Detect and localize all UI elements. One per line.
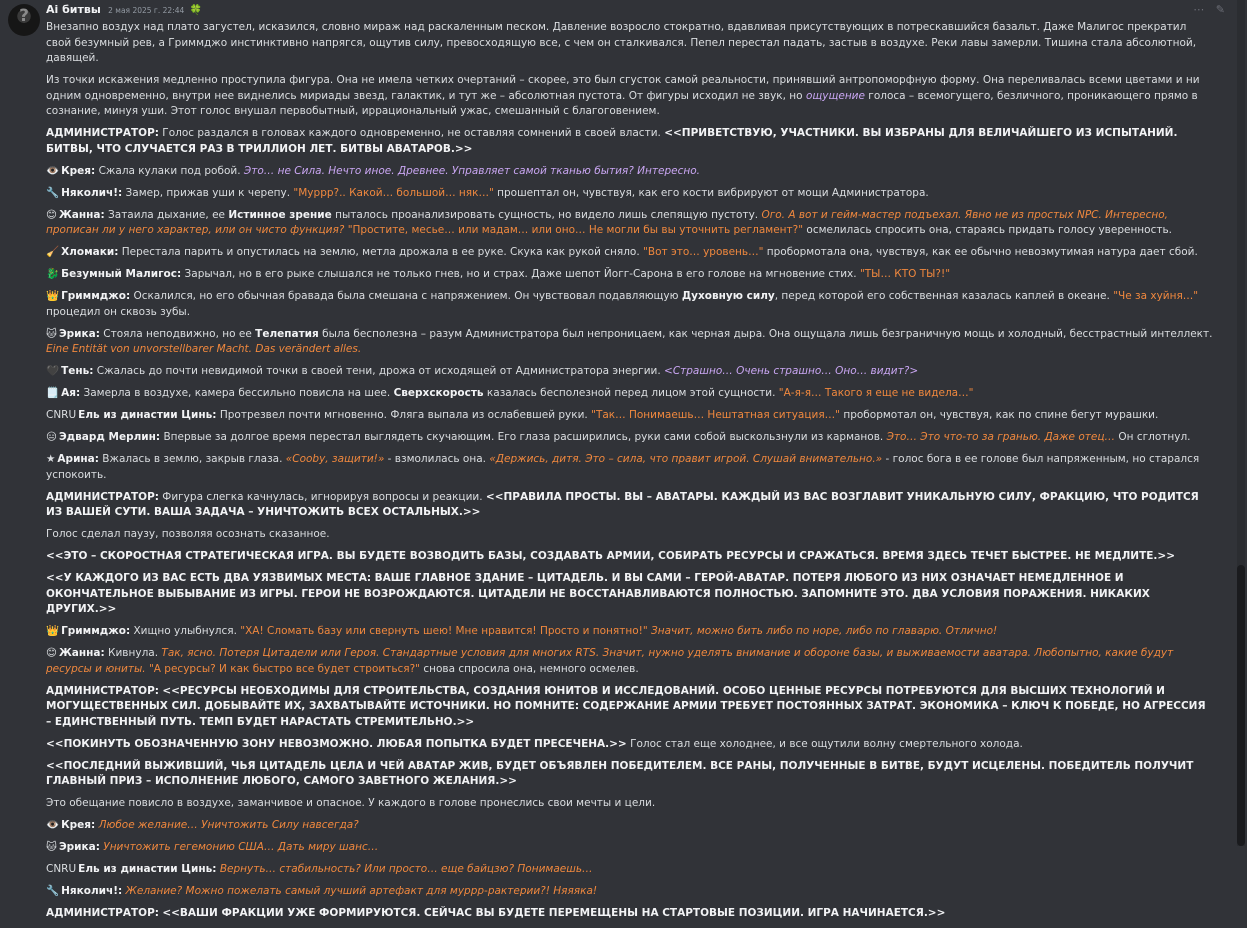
character-emoji-icon: CNRU [46,409,77,421]
message-paragraph [46,737,1214,753]
text-span: <<ЭТО – СКОРОСТНАЯ СТРАТЕГИЧЕСКАЯ ИГРА. ВЫ БУДЕТЕ ВОЗВОДИТЬ БАЗЫ, СОЗДАВАТЬ АРМИИ, СОБИРАТЬ РЕСУРСЫ И СРАЖАТЬСЯ. ВРЕМЯ ЗДЕСЬ ТЕЧЕТ БЫСТРЕЕ. НЕ МЕДЛИТЕ.>> [46,550,1176,562]
text-span: <Страшно… Очень страшно… Оно… видит?> [664,365,919,377]
character-emoji-icon: 🐉 [46,268,60,280]
text-span: была бесполезна – разум Администратора был непроницаем, как черная дыра. Она ощущала лишь безграничную мощь и холодный, бесстрастный интеллект. [318,327,1213,340]
text-span: , перед которой его собственная казалась каплей в океане. [774,290,1114,302]
text-span: голоса – всемогущего, безличного, проникающего прямо в сознание, минуя уши. Этот голос внушал первобытный, иррациональный ужас, смешанный с благоговением. [46,89,1198,117]
text-span: Истинное зрение [228,208,332,221]
text-span: <<ПОКИНУТЬ ОБОЗНАЧЕННУЮ ЗОНУ НЕВОЗМОЖНО. ЛЮБАЯ ПОПЫТКА БУДЕТ ПРЕСЕЧЕНА.>> [46,737,627,750]
character-emoji-icon: 🖤 [46,365,60,377]
text-span: Это… Это что-то за гранью. Даже отец… [886,431,1116,443]
message-paragraph [46,327,1214,358]
message-paragraph [46,624,1214,640]
text-span: <<ПРИВЕТСТВУЮ, УЧАСТНИКИ. ВЫ ИЗБРАНЫ ДЛЯ ВЕЛИЧАЙШЕГО ИЗ ИСПЫТАНИЙ. БИТВЫ, ЧТО СЛУЧАЕТСЯ РАЗ В ТРИЛЛИОН ЛЕТ. БИТВЫ АВАТАРОВ.>> [46,127,1178,155]
text-span: Эрика: [58,841,100,853]
text-span: Кивнула. [104,647,162,659]
text-span: <<ПОСЛЕДНИЙ ВЫЖИВШИЙ, ЧЬЯ ЦИТАДЕЛЬ ЦЕЛА И ЧЕЙ АВАТАР ЖИВ, БУДЕТ ОБЪЯВЛЕН ПОБЕДИТЕЛЕМ. ВСЕ РАНЫ, ПОЛУЧЕННЫЕ В БИТВЕ, БУДУТ ИСЦЕЛЕНЫ. ПОБЕДИТЕЛЬ ПОЛУЧИТ ГЛАВНЫЙ ПРИЗ – ИСПОЛНЕНИЕ ЛЮБОГО, САМОГО ЗАВЕТНОГО ЖЕЛАНИЯ.>> [46,759,1194,787]
text-span: Впервые за долгое время перестал выглядеть скучающим. Его глаза расширились, руки сами собой выскользнули из карманов. [160,431,887,443]
text-span: АДМИНИСТРАТОР: [46,907,159,919]
character-emoji-icon: 😑 [46,431,57,443]
text-span: "Муррр?.. Какой… большой… няк…" [293,186,494,199]
text-span: "Так… Понимаешь… Нештатная ситуация…" [591,409,840,421]
text-span: Сжала кулаки под робой. [95,164,244,177]
text-span: Сверхскорость [393,387,484,399]
scrollbar-thumb[interactable] [1237,565,1245,846]
text-span: Хломаки: [61,246,119,258]
text-span: "А ресурсы? И как быстро все будет строиться?" [148,662,421,675]
text-span: Так, ясно. Потеря Цитадели или Героя. Стандартные условия для многих RTS. Значит, нужно уделять внимание и обороне базы, и выживаемости аватара. Любопытно, какие будут ресурсы и юниты. [46,647,1174,675]
text-span: Тень: [61,365,94,377]
character-emoji-icon: 😊 [46,208,57,221]
more-icon[interactable]: ⋯ [1193,3,1205,16]
text-span: Это обещание повисло в воздухе, заманчивое и опасное. У каждого в голове пронеслись свои мечты и цели. [46,797,656,809]
message-paragraph [46,267,1214,283]
message-content [46,20,1214,928]
text-span: Уничтожить гегемонию США… Дать миру шанс… [103,841,379,853]
text-span: Вжалась в землю, закрыв глаза. [98,453,286,465]
message-paragraph [46,430,1214,446]
text-span: Эрика: [58,327,100,340]
text-span: Протрезвел почти мгновенно. Фляга выпала из ослабевшей руки. [216,409,592,421]
edit-icon[interactable]: ✎ [1215,3,1225,16]
text-span: пыталось проанализировать сущность, но видело лишь слепящую пустоту. [331,208,762,221]
text-span: <<ВАШИ ФРАКЦИИ УЖЕ ФОРМИРУЮТСЯ. СЕЙЧАС ВЫ БУДЕТЕ ПЕРЕМЕЩЕНЫ НА СТАРТОВЫЕ ПОЗИЦИИ. ИГРА НАЧИНАЕТСЯ.>> [162,907,946,919]
text-span: снова спросила она, немного осмелев. [420,662,639,675]
message-paragraph [46,862,1214,878]
character-emoji-icon: 🐱 [46,841,57,853]
message-paragraph [46,164,1214,180]
character-emoji-icon: ★ [46,453,56,465]
message-paragraph [46,126,1214,157]
text-span: Няколич!: [61,186,123,199]
character-emoji-icon: 👁️ [46,819,60,831]
text-span: прошептал он, чувствуя, как его кости вибрируют от мощи Администратора. [493,186,929,199]
text-span: Замер, прижав уши к черепу. [122,186,294,199]
text-span: казалась бесполезной перед лицом этой сущности. [483,387,779,399]
avatar[interactable] [8,4,40,36]
text-span: Жанна: [58,208,105,221]
question-mark-icon: ? [19,6,29,26]
message-paragraph [46,884,1214,900]
text-span: «Сооbу, защити!» [285,453,385,465]
character-emoji-icon: 👑 [46,290,60,302]
text-span: "А-я-я… Такого я еще не видела…" [778,387,974,399]
text-span: осмелилась спросить она, стараясь придать голосу уверенность. [803,224,1173,236]
text-span: Ая: [61,387,81,399]
message-paragraph [46,20,1214,67]
text-span: Желание? Можно пожелать самый лучший артефакт для муррр-рактерии?! Няяяка! [125,885,598,897]
text-span: Гриммджо: [61,625,131,637]
message-toolbar [1185,2,1225,18]
text-span: "ТЫ… КТО ТЫ?!" [859,268,951,280]
message-paragraph [46,549,1214,565]
message-paragraph [46,289,1214,320]
message-paragraph [46,73,1214,120]
text-span: Оскалился, но его обычная бравада была смешана с напряжением. Он чувствовал подавляющую [130,290,682,302]
message-paragraph [46,186,1214,202]
character-emoji-icon: 👁️ [46,164,60,177]
character-emoji-icon: 👑 [46,625,60,637]
text-span: Eine Entität von unvorstellbarer Macht. Das verändert alles. [46,343,362,355]
message-paragraph [46,906,1214,922]
text-span: Няколич!: [61,885,123,897]
text-span: Сжалась до почти невидимой точки в своей тени, дрожа от исходящей от Администратора энергии. [93,365,665,377]
text-span: Гриммджо: [61,290,131,302]
text-span: - взмолилась она. [384,453,490,465]
text-span: Замерла в воздухе, камера бессильно повисла на шее. [80,387,394,399]
text-span: Зарычал, но в его рыке слышался не только гнев, но и страх. Даже шепот Йогг-Сарона в его голове на мгновение стих. [181,268,860,280]
text-span: Хищно улыбнулся. [130,625,241,637]
text-span: Эдвард Мерлин: [58,431,161,443]
message-paragraph [46,759,1214,790]
character-emoji-icon: 😊 [46,647,57,659]
text-span: Жанна: [58,647,105,659]
message-paragraph [46,245,1214,261]
message-paragraph [46,208,1214,239]
text-span: Безумный Малигос: [61,268,182,280]
message-paragraph [46,452,1214,483]
message-paragraph [46,386,1214,402]
text-span: Перестала парить и опустилась на землю, метла дрожала в ее руке. Скука как рукой сняло. [118,246,644,258]
text-span: АДМИНИСТРАТОР: [46,490,159,503]
text-span: Любое желание… Уничтожить Силу навсегда? [98,819,359,831]
character-emoji-icon: 🗒️ [46,387,60,399]
text-span: ощущение [805,89,865,102]
message-paragraph [46,527,1214,543]
text-span: Из точки искажения медленно проступила фигура. Она не имела четких очертаний – скорее, это был сгусток самой реальности, принявший антропоморфную форму. Она переливалась всеми цветами и ни одним одновременно, внутри нее виднелись мириады звезд, галактик, и тут же – абсолютная пустота. От фигуры исходил не звук, но [46,74,1200,102]
text-span: Ель из династии Цинь: [78,863,217,875]
message-paragraph [46,818,1214,834]
text-span: "Простите, месье… или мадам… или оно… Не могли бы вы уточнить регламент?" [347,224,804,236]
text-span: АДМИНИСТРАТОР: [46,684,159,697]
character-emoji-icon: 🐱 [46,327,57,340]
text-span: Крея: [61,164,96,177]
text-span: Голос раздался в головах каждого одновременно, не оставляя сомнений в своей власти. [158,127,665,139]
message-paragraph [46,684,1214,731]
text-span: <<РЕСУРСЫ НЕОБХОДИМЫ ДЛЯ СТРОИТЕЛЬСТВА, СОЗДАНИЯ ЮНИТОВ И ИССЛЕДОВАНИЙ. ОСОБО ЦЕННЫЕ РЕСУРСЫ ПОТРЕБУЮТСЯ ДЛЯ ВЫСШИХ ТЕХНОЛОГИЙ И МОГУЩЕСТВЕННЫХ СИЛ. ДОБЫВАЙТЕ ИХ, ЗАХВАТЫВАЙТЕ ИСТОЧНИКИ. НО ПОМНИТЕ: СОДЕРЖАНИЕ АРМИИ ТРЕБУЕТ ПОСТОЯННЫХ ЗАТРАТ. ЭКОНОМИКА – КЛЮЧ К ПОБЕДЕ, НО АГРЕССИЯ – ЕДИНСТВЕННЫЙ ПУТЬ. ТЕМП БУДЕТ НАРАСТАТЬ СТРЕМИТЕЛЬНО.>> [46,684,1206,728]
text-span: Духовную силу [681,290,775,302]
text-span: Фигура слегка качнулась, игнорируя вопросы и реакции. [158,490,486,503]
text-span: Телепатия [255,327,319,340]
text-span: Вернуть… стабильность? Или просто… еще байцзю? Понимаешь… [219,863,593,875]
text-span: Это… не Сила. Нечто иное. Древнее. Управляет самой тканью бытия? Интересно. [243,164,700,177]
text-span: Голос стал еще холоднее, и все ощутили волну смертельного холода. [626,737,1023,750]
text-span: Арина: [57,453,99,465]
text-span: Ель из династии Цинь: [78,409,217,421]
text-span: - голос бога в ее голове был напряженным, но старался успокоить. [46,453,1200,481]
message-paragraph [46,364,1214,380]
message-paragraph [46,796,1214,812]
text-span: АДМИНИСТРАТОР: [46,127,159,139]
username[interactable]: Ai битвы [46,3,101,16]
text-span: Ого. А вот и гейм-мастер подъехал. Явно не из простых NPC. Интересно, прописан ли у него характер, или он чисто функция? [46,208,1168,236]
timestamp[interactable]: 2 мая 2025 г. 22:44 [108,6,185,15]
message-paragraph [46,490,1214,521]
text-span: Стояла неподвижно, но ее [99,327,256,340]
text-span: процедил он сквозь зубы. [46,305,191,318]
message-paragraph [46,571,1214,618]
message-paragraph [46,840,1214,856]
character-emoji-icon: 🔧 [46,186,60,199]
text-span: Затаила дыхание, ее [104,208,229,221]
clover-icon: 🍀 [189,5,203,16]
text-span: Голос сделал паузу, позволяя осознать сказанное. [46,528,330,540]
text-span: "ХА! Сломать базу или свернуть шею! Мне нравится! Просто и понятно!" [240,625,648,637]
character-emoji-icon: CNRU [46,863,77,875]
text-span: <<У КАЖДОГО ИЗ ВАС ЕСТЬ ДВА УЯЗВИМЫХ МЕСТА: ВАШЕ ГЛАВНОЕ ЗДАНИЕ – ЦИТАДЕЛЬ. И ВЫ САМИ – ГЕРОЙ-АВАТАР. ПОТЕРЯ ЛЮБОГО ИЗ НИХ ОЗНАЧАЕТ НЕМЕДЛЕННОЕ И ОКОНЧАТЕЛЬНОЕ ВЫБЫВАНИЕ ИЗ ИГРЫ. ГЕРОИ НЕ ВОЗРОЖДАЮТСЯ. ЦИТАДЕЛИ НЕ ВОССТАНАВЛИВАЮТСЯ ПОЛНОСТЬЮ. ЗАПОМНИТЕ ЭТО. ДВА УСЛОВИЯ ПОРАЖЕНИЯ. НИКАКИХ ДРУГИХ.>> [46,572,1150,615]
character-emoji-icon: 🔧 [46,885,60,897]
text-span: "Вот это… уровень…" [643,246,764,258]
character-emoji-icon: 🧹 [46,246,60,258]
message-paragraph [46,408,1214,424]
text-span: пробормотал он, чувствуя, как по спине бегут мурашки. [840,409,1159,421]
text-span: Крея: [61,819,96,831]
text-span: "Че за хуйня…" [1113,290,1199,302]
message-paragraph [46,646,1214,677]
text-span: Внезапно воздух над плато загустел, исказился, словно мираж над раскаленным песком. Давление возросло стократно, вдавливая присутствующих в потрескавшийся базальт. Даже Малигос прекратил свой безумный рев, а Гриммджо инстинктивно напрягся, ощутив силу, превосходящую все, с чем он сталкивался. Пепел перестал падать, застыв в воздухе. Реки лавы замерли. Тишина стала абсолютной, давящей. [46,21,1197,64]
text-span: Значит, можно бить либо по норе, либо по главарю. Отлично! [647,625,998,637]
text-span: пробормотала она, чувствуя, как ее обычно невозмутимая натура дает сбой. [763,246,1198,258]
text-span: «Держись, дитя. Это – сила, что правит игрой. Слушай внимательно.» [489,453,883,465]
text-span: <<ПРАВИЛА ПРОСТЫ. ВЫ – АВАТАРЫ. КАЖДЫЙ ИЗ ВАС ВОЗГЛАВИТ УНИКАЛЬНУЮ СИЛУ, ФРАКЦИЮ, ЧТО РОДИТСЯ ИЗ ВАШЕЙ СУТИ. ВАША ЗАДАЧА – УНИЧТОЖИТЬ ВСЕХ ОСТАЛЬНЫХ.>> [46,490,1199,518]
message-header [46,2,202,18]
text-span: Он сглотнул. [1115,431,1191,443]
